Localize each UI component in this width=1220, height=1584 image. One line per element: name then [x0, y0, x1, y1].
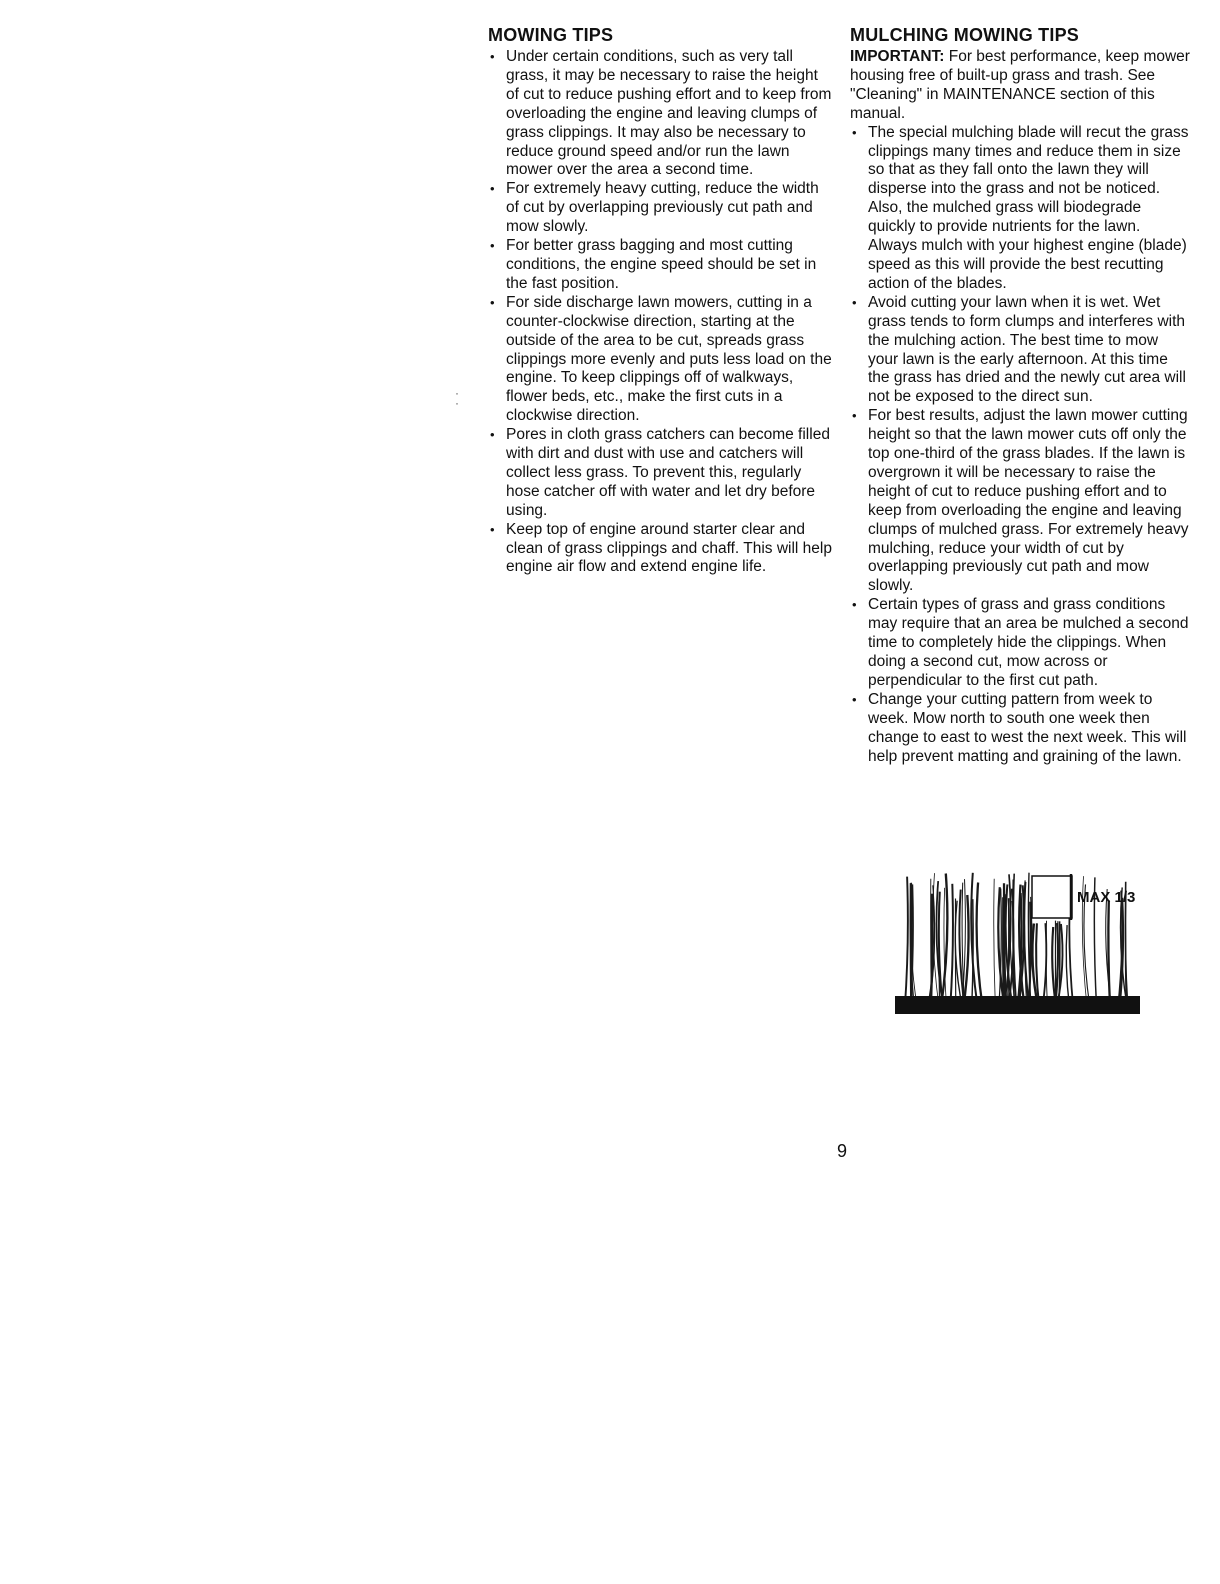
grass-cut-figure	[895, 868, 1145, 1016]
list-item: • Under certain conditions, such as very tall grass, it may be necessary to raise the height of cut to reduce pushing effort and to keep from overloading the engine and leaving clumps of grass clippings. It may also be necessary to reduce ground speed and/or run the lawn mower over the area a second time.	[488, 48, 833, 180]
list-item: • The special mulching blade will recut the grass clippings many times and reduce them in size so that as they fall onto the lawn they will disperse into the grass and not be noticed. Also, the mulched grass will biodegrade quickly to provide nutrients for the lawn. Always mulch with your highest engine (blade) speed as this will provide the best recutting action of the blades.	[850, 124, 1190, 294]
list-item: • Certain types of grass and grass conditions may require that an area be mulched a second time to completely hide the clippings. When doing a second cut, mow across or perpendicular to the first cut path.	[850, 596, 1190, 691]
list-item: • Keep top of engine around starter clear and clean of grass clippings and chaff. This will help engine air flow and extend engine life.	[488, 521, 833, 578]
important-label: IMPORTANT:	[850, 48, 945, 65]
list-item: • For better grass bagging and most cutting conditions, the engine speed should be set in the fast position.	[488, 237, 833, 294]
list-item: • For best results, adjust the lawn mower cutting height so that the lawn mower cuts off only the top one-third of the grass blades. If the lawn is overgrown it will be necessary to raise the height of cut to reduce pushing effort and to keep from overloading the engine and leaving clumps of mulched grass. For extremely heavy mulching, reduce your width of cut by overlapping previously cut path and mow slowly.	[850, 407, 1190, 596]
mowing-tips-section	[488, 24, 833, 577]
important-text: For best performance, keep mower housing free of built-up grass and trash. See "Cleaning" in MAINTENANCE section of this manual.	[850, 48, 1190, 122]
mulching-tips-section	[850, 24, 1190, 766]
list-item: • Change your cutting pattern from week to week. Mow north to south one week then change to east to west the next week. This will help prevent matting and graining of the lawn.	[850, 691, 1190, 767]
mowing-tips-list	[488, 48, 833, 577]
list-item: • For extremely heavy cutting, reduce the width of cut by overlapping previously cut path and mow slowly.	[488, 180, 833, 237]
page-number: 9	[836, 1141, 847, 1161]
important-note	[850, 48, 1190, 124]
max-one-third-label: MAX 1/3	[1077, 889, 1136, 906]
mulching-tips-heading: MULCHING MOWING TIPS	[850, 25, 1079, 45]
margin-marks: · ·	[455, 386, 459, 410]
grass-illustration-icon	[895, 868, 1145, 1016]
list-item: • For side discharge lawn mowers, cutting in a counter-clockwise direction, starting at the outside of the area to be cut, spreads grass clippings more evenly and puts less load on the engine. To keep clippings off of walkways, flower beds, etc., make the first cuts in a clockwise direction.	[488, 294, 833, 426]
list-item: • Pores in cloth grass catchers can become filled with dirt and dust with use and catchers will collect less grass. To prevent this, regularly hose catcher off with water and let dry before using.	[488, 426, 833, 521]
list-item: • Avoid cutting your lawn when it is wet. Wet grass tends to form clumps and interferes with the mulching action. The best time to mow your lawn is the early afternoon. At this time the grass has dried and the newly cut area will not be exposed to the direct sun.	[850, 294, 1190, 407]
mulching-tips-list	[850, 124, 1190, 767]
mowing-tips-heading: MOWING TIPS	[488, 25, 614, 45]
